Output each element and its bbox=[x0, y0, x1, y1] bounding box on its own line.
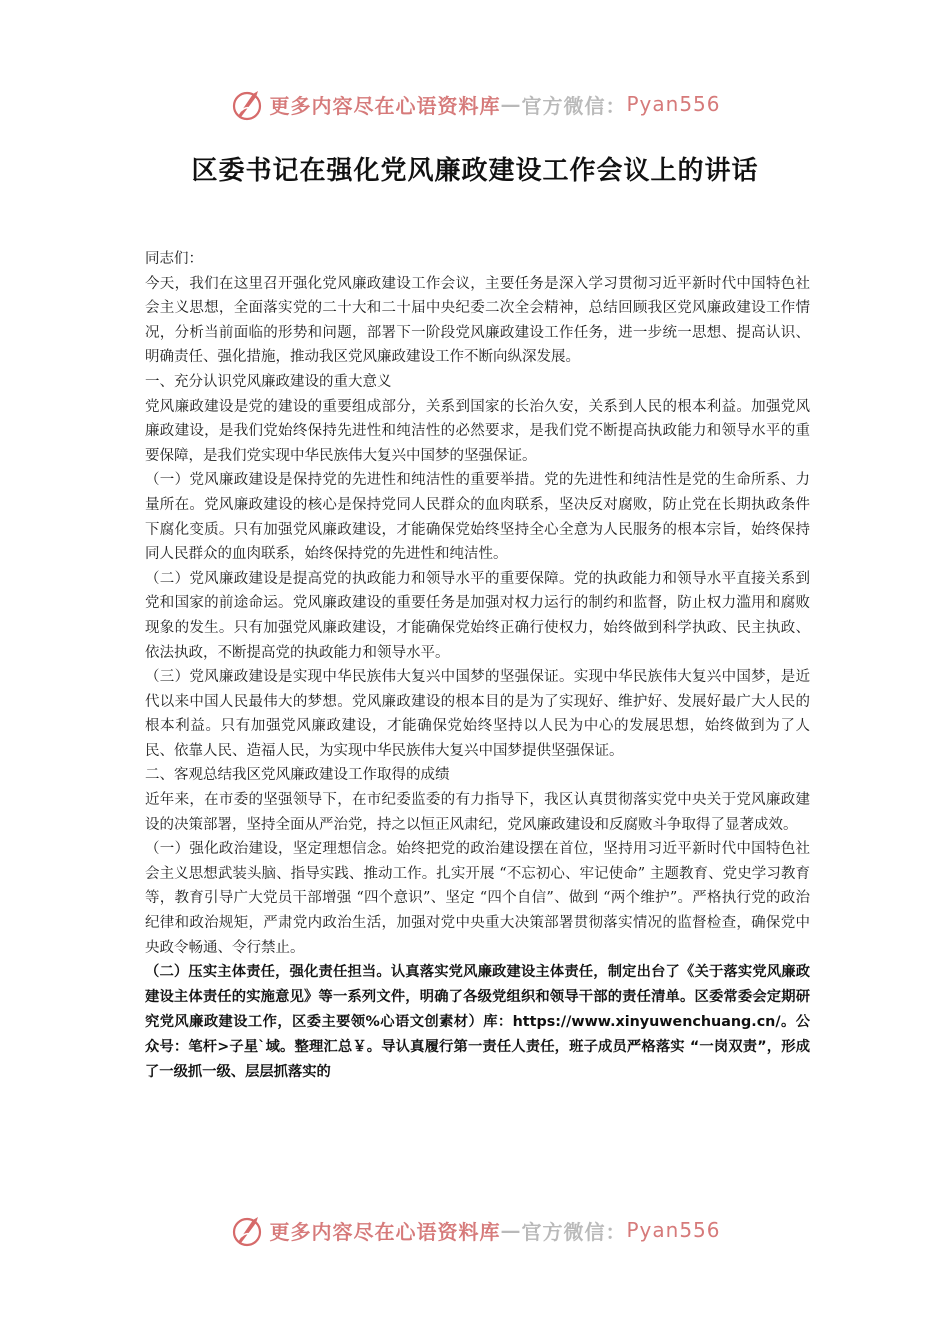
body-paragraph: 今天，我们在这里召开强化党风廉政建设工作会议，主要任务是深入学习贯彻习近平新时代中国特色社会主义思想，全面落实党的二十大和二十届中央纪委二次全会精神，总结回顾我区党风廉政建设工作情况，分析当前面临的形势和问题，部署下一阶段党风廉政建设工作任务，进一步统一思想、提高认识、明确责任、强化措施，推动我区党风廉政建设工作不断向纵深发展。 bbox=[145, 275, 810, 366]
body-paragraph: （一）强化政治建设，坚定理想信念。始终把党的政治建设摆在首位，坚持用习近平新时代中国特色社会主义思想武装头脑、指导实践、推动工作。扎实开展 “不忘初心、牢记使命” 主题教育、党史学习教育等，教育引导广大党员干部增强 “四个意识”、坚定 “四个自信”、做到 “两个维护”。严格执行党的政治纪律和政治规矩，严肃党内政治生活，加强对党中央重大决策部署贯彻落实情况的监督检查，确保党中央政令畅通、令行禁止。 bbox=[145, 841, 810, 956]
watermark-top bbox=[0, 84, 950, 124]
watermark-bottom bbox=[0, 1210, 950, 1250]
section-heading: 二、客观总结我区党风廉政建设工作取得的成绩 bbox=[145, 767, 450, 784]
body-paragraph: 近年来，在市委的坚强领导下，在市纪委监委的有力指导下，我区认真贯彻落实党中央关于党风廉政建设的决策部署，坚持全面从严治党，持之以恒正风肃纪，党风廉政建设和反腐败斗争取得了显著成效。 bbox=[145, 792, 810, 833]
salutation: 同志们： bbox=[145, 251, 203, 267]
page-title: 区委书记在强化党风廉政建设工作会议上的讲话 bbox=[191, 156, 759, 186]
section-heading: 一、充分认识党风廉政建设的重大意义 bbox=[145, 373, 392, 390]
watermark-separator: — bbox=[500, 92, 522, 116]
watermark-wechat-id: Pyan556 bbox=[626, 92, 721, 116]
body-paragraph: （三）党风廉政建设是实现中华民族伟大复兴中国梦的坚强保证。实现中华民族伟大复兴中国梦，是近代以来中国人民最伟大的梦想。党风廉政建设的根本目的是为了实现好、维护好、发展好最广大人民的根本利益。只有加强党风廉政建设，才能确保党始终坚持以人民为中心的发展思想，始终做到为了人民、依靠人民、造福人民，为实现中华民族伟大复兴中国梦提供坚强保证。 bbox=[145, 669, 810, 759]
quill-pen-logo bbox=[229, 86, 265, 122]
watermark-separator: — bbox=[500, 1218, 522, 1242]
watermark-wechat-label: 官方微信： bbox=[521, 1219, 627, 1244]
body-paragraph: （二）党风廉政建设是提高党的执政能力和领导水平的重要保障。党的执政能力和领导水平直接关系到党和国家的前途命运。党风廉政建设的重要任务是加强对权力运行的制约和监督，防止权力滥用和腐败现象的发生。只有加强党风廉政建设，才能确保党始终正确行使权力，始终做到科学执政、民主执政、依法执政，不断提高党的执政能力和领导水平。 bbox=[145, 570, 810, 661]
watermark-brand: 更多内容尽在心语资料库 bbox=[269, 1219, 501, 1244]
body-paragraph: （一）党风廉政建设是保持党的先进性和纯洁性的重要举措。党的先进性和纯洁性是党的生命所系、力量所在。党风廉政建设的核心是保持党同人民群众的血肉联系，坚决反对腐败，防止党在长期执政条件下腐化变质。只有加强党风廉政建设，才能确保党始终坚持全心全意为人民服务的根本宗旨，始终保持同人民群众的血肉联系，始终保持党的先进性和纯洁性。 bbox=[145, 472, 810, 563]
quill-pen-logo bbox=[229, 1212, 265, 1248]
watermark-wechat-label: 官方微信： bbox=[521, 93, 627, 118]
document-body bbox=[145, 247, 810, 1085]
body-paragraph: 党风廉政建设是党的建设的重要组成部分，关系到国家的长治久安，关系到人民的根本利益。加强党风廉政建设，是我们党始终保持先进性和纯洁性的必然要求，是我们党不断提高执政能力和领导水平的重要保障，是我们党实现中华民族伟大复兴中国梦的坚强保证。 bbox=[145, 398, 810, 464]
watermark-wechat-id: Pyan556 bbox=[626, 1218, 721, 1242]
watermark-brand: 更多内容尽在心语资料库 bbox=[269, 93, 501, 118]
bold-paragraph: （二）压实主体责任，强化责任担当。认真落实党风廉政建设主体责任，制定出台了《关于落实党风廉政建设主体责任的实施意见》等一系列文件，明确了各级党组织和领导干部的责任清单。区委常委会定期研究党风廉政建设工作，区委主要领%心语文创素材）库：https://www.xinyuwenchuang.cn/。公众号：笔杆>子星`域。整理汇总￥。导认真履行第一责任人责任，班子成员严格落实 “一岗双责”，形成了一级抓一级、层层抓落实的 bbox=[145, 964, 810, 1081]
